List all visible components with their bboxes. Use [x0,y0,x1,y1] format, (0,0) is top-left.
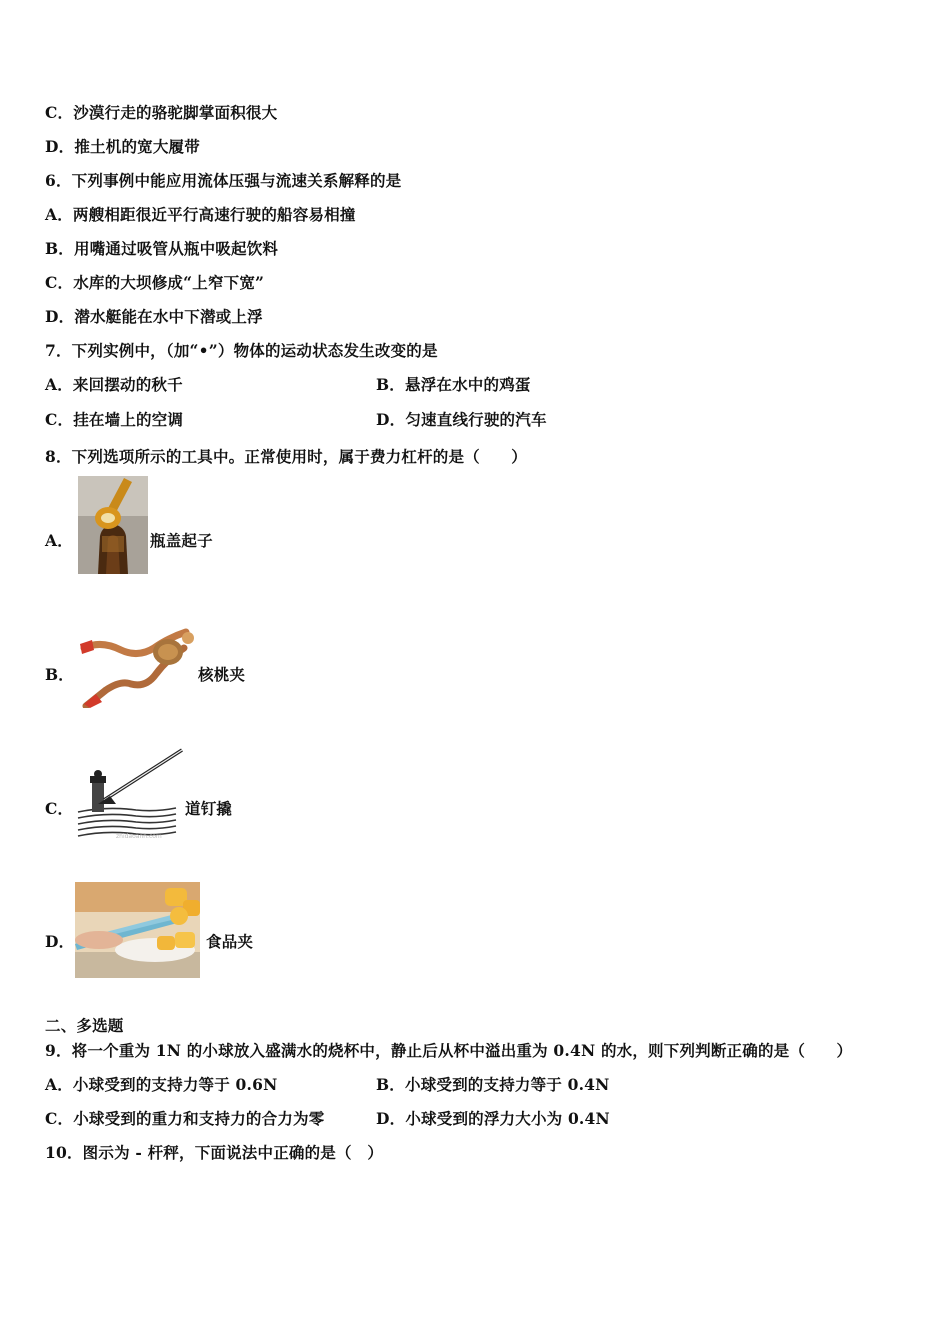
q6-option-c: C．水库的大坝修成“上窄下宽” [45,273,265,292]
q7-option-d: D．匀速直线行驶的汽车 [376,410,547,429]
q7-stem: 7．下列实例中，（加“•”）物体的运动状态发生改变的是 [45,341,438,360]
q8-option-d-letter: D． [45,932,75,951]
q9-option-c: C．小球受到的重力和支持力的合力为零 [45,1109,325,1128]
bottle-opener-image [78,476,148,574]
q5-option-c: C．沙漠行走的骆驼脚掌面积很大 [45,103,278,122]
q8-option-c-letter: C． [45,799,74,818]
spike-crowbar-image [76,746,184,840]
q6-option-b: B．用嘴通过吸管从瓶中吸起饮料 [45,239,279,258]
q8-option-b-letter: B． [45,665,75,684]
q8-option-a-label: 瓶盖起子 [150,531,213,550]
q6-stem: 6．下列事例中能应用流体压强与流速关系解释的是 [45,171,402,190]
food-tongs-image [75,882,200,978]
q10-stem: 10．图示为 - 杆秤，下面说法中正确的是（ ） [45,1143,384,1162]
q8-option-a-letter: A． [45,531,73,550]
q7-option-a: A．来回摆动的秋千 [45,375,183,394]
section-heading-multiple-choice: 二、多选题 [45,1016,124,1035]
nutcracker-image [76,618,198,708]
q8-stem: 8．下列选项所示的工具中。正常使用时，属于费力杠杆的是（ ） [45,447,527,466]
q8-option-b-label: 核桃夹 [198,665,246,684]
q6-option-a: A．两艘相距很近平行高速行驶的船容易相撞 [45,205,356,224]
q9-stem: 9．将一个重为 1N 的小球放入盛满水的烧杯中，静止后从杯中溢出重为 0.4N 的水，则下列判断正确的是（ ） [45,1041,853,1060]
q8-option-d-label: 食品夹 [206,932,254,951]
image-watermark: zhidaoanh.com [116,833,162,840]
q8-option-c-label: 道钉撬 [185,799,233,818]
q7-option-c: C．挂在墙上的空调 [45,410,184,429]
q5-option-d: D．推土机的宽大履带 [45,137,200,156]
q9-option-a: A．小球受到的支持力等于 0.6N [45,1075,278,1094]
q7-option-b: B．悬浮在水中的鸡蛋 [376,375,531,394]
q9-option-d: D．小球受到的浮力大小为 0.4N [376,1109,610,1128]
q9-option-b: B．小球受到的支持力等于 0.4N [376,1075,610,1094]
q6-option-d: D．潜水艇能在水中下潜或上浮 [45,307,263,326]
